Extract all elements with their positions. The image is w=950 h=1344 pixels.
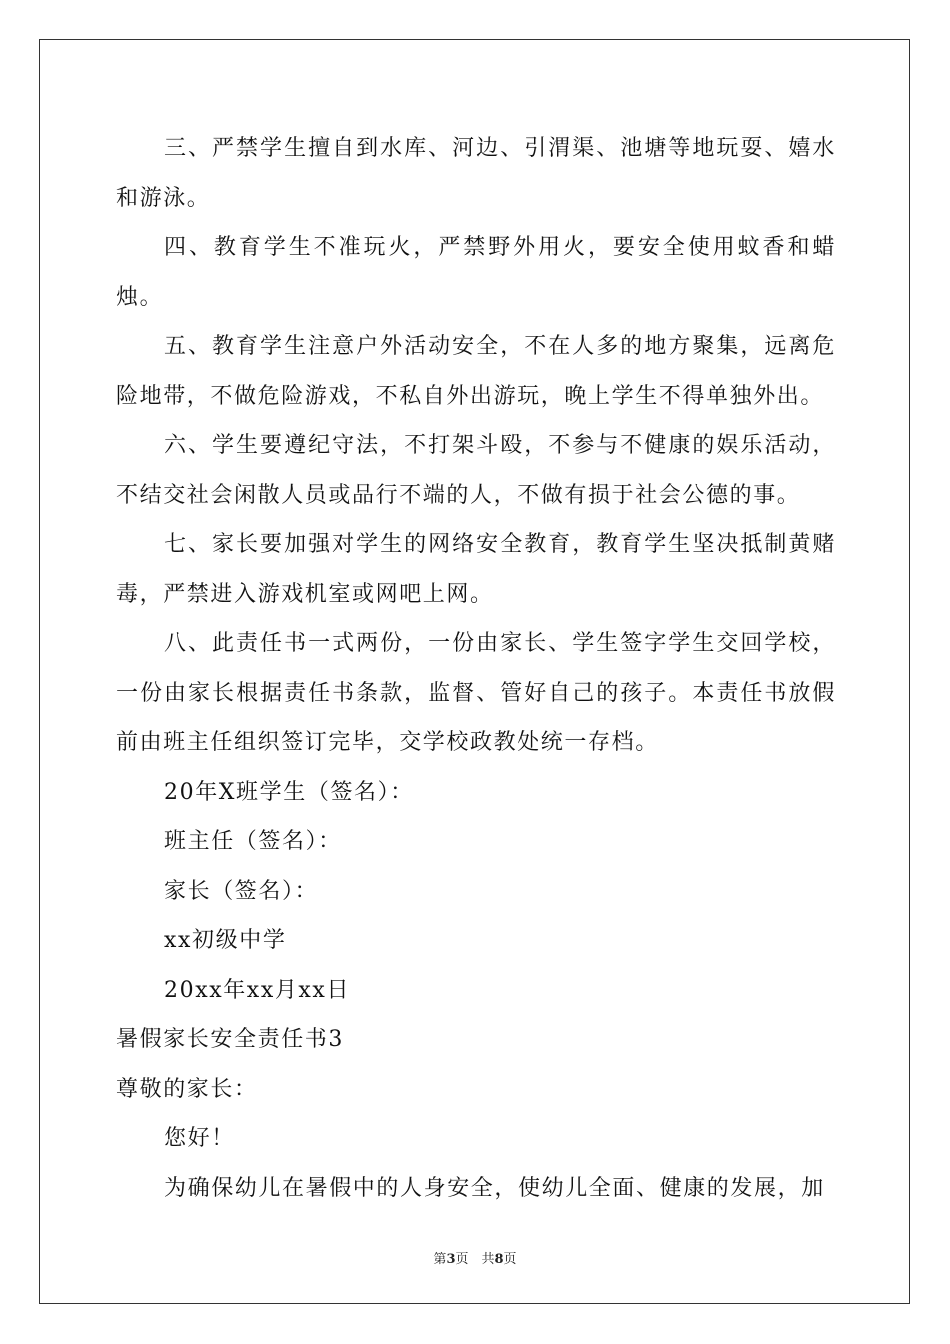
document-date: 20xx年xx月xx日 <box>164 977 351 1003</box>
section-title: 暑假家长安全责任书3 <box>116 1027 344 1052</box>
paragraph-rule-8: 八、此责任书一式两份，一份由家长、学生签字学生交回学校，一份由家长根据责任书条款，监督、管好自己的孩子。本责任书放假前由班主任组织签订完毕，交学校政教处统一存档。 <box>116 631 836 755</box>
current-page-number: 3 <box>446 1252 456 1267</box>
page-label-suffix: 页 <box>503 1252 517 1267</box>
signature-student: 20年X班学生（签名）： <box>164 779 414 805</box>
school-name: xx初级中学 <box>164 928 287 953</box>
page-label-mid: 页 共 <box>455 1252 495 1267</box>
paragraph-rule-5: 五、教育学生注意户外活动安全，不在人多的地方聚集，远离危险地带，不做危险游戏，不私自外出游玩，晚上学生不得单独外出。 <box>116 334 836 409</box>
greeting: 您好！ <box>164 1126 235 1151</box>
salutation: 尊敬的家长： <box>116 1076 258 1102</box>
paragraph-rule-4: 四、教育学生不准玩火，严禁野外用火，要安全使用蚊香和蜡烛。 <box>116 235 836 310</box>
paragraph-intro: 为确保幼儿在暑假中的人身安全，使幼儿全面、健康的发展，加 <box>164 1175 825 1201</box>
total-page-number: 8 <box>494 1252 504 1267</box>
paragraph-rule-3: 三、严禁学生擅自到水库、河边、引渭渠、池塘等地玩耍、嬉水和游泳。 <box>116 136 836 211</box>
document-body <box>116 124 836 1213</box>
paragraph-rule-7: 七、家长要加强对学生的网络安全教育，教育学生坚决抵制黄赌毒，严禁进入游戏机室或网吧上网。 <box>116 532 836 607</box>
paragraph-rule-6: 六、学生要遵纪守法，不打架斗殴，不参与不健康的娱乐活动，不结交社会闲散人员或品行不端的人，不做有损于社会公德的事。 <box>116 433 836 508</box>
signature-parent: 家长（签名）： <box>164 878 319 904</box>
signature-teacher: 班主任（签名）： <box>164 829 342 854</box>
page-footer <box>0 1248 950 1267</box>
page-label-prefix: 第 <box>433 1252 447 1267</box>
